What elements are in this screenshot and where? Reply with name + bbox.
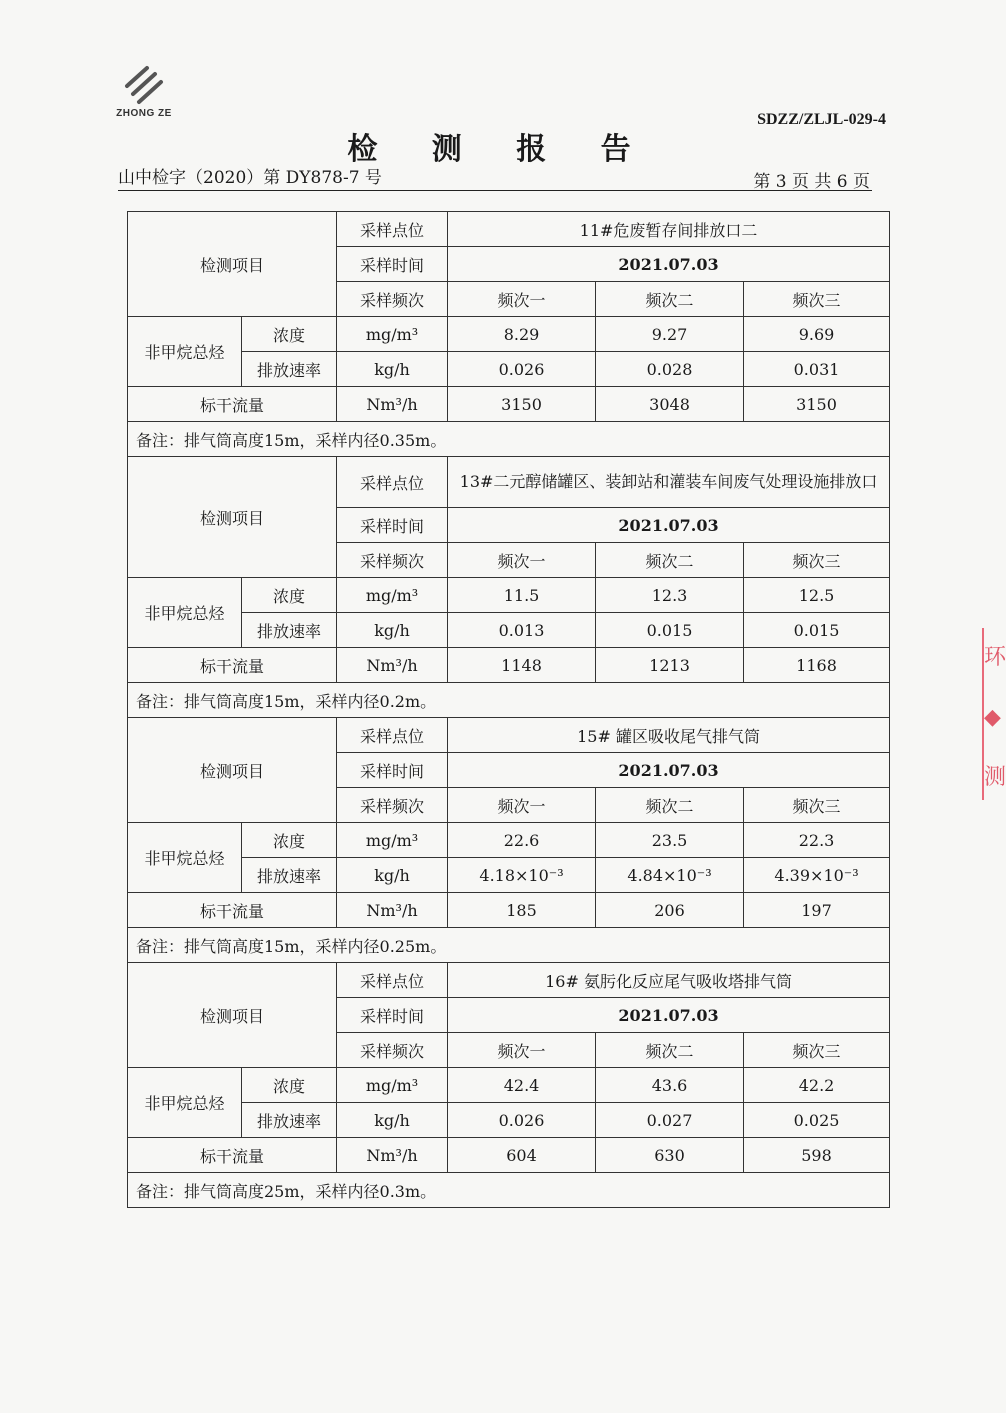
table-row [128,422,890,457]
page-info: 第 3 页 共 6 页 [753,172,870,192]
freq-2-header: 频次二 [596,788,744,823]
table-row [128,613,890,648]
remark-note: 备注：排气筒高度15m，采样内径0.35m。 [128,422,890,457]
flow-value: 1213 [596,648,744,683]
table-row [128,212,890,247]
table-row [128,718,890,753]
concentration-value: 12.5 [744,578,890,613]
concentration-unit: mg/m³ [337,578,448,613]
emission-rate-label: 排放速率 [242,1103,337,1138]
emission-rate-unit: kg/h [337,1103,448,1138]
sampling-point-value: 15# 罐区吸收尾气排气筒 [448,718,890,753]
concentration-unit: mg/m³ [337,317,448,352]
sampling-date-value: 2021.07.03 [448,247,890,282]
concentration-value: 42.4 [448,1068,596,1103]
freq-1-header: 频次一 [448,543,596,578]
zhongze-logo-icon [121,62,167,106]
emission-rate-value: 4.18×10⁻³ [448,858,596,893]
sampling-date-value: 2021.07.03 [448,508,890,543]
sampling-time-label: 采样时间 [337,508,448,543]
table-row [128,1103,890,1138]
flow-value: 197 [744,893,890,928]
freq-2-header: 频次二 [596,1033,744,1068]
logo-text: ZHONG ZE [116,108,172,119]
header-divider [118,190,872,191]
flow-value: 3048 [596,387,744,422]
sampling-point-label: 采样点位 [337,963,448,998]
concentration-value: 12.3 [596,578,744,613]
flow-label: 标干流量 [128,893,337,928]
sampling-time-label: 采样时间 [337,247,448,282]
sampling-freq-label: 采样频次 [337,1033,448,1068]
emission-rate-label: 排放速率 [242,858,337,893]
freq-3-header: 频次三 [744,1033,890,1068]
company-logo [112,62,176,119]
report-number: 山中检字（2020）第 DY878-7 号 [118,168,382,188]
results-table [127,211,890,1208]
sampling-date-value: 2021.07.03 [448,998,890,1033]
concentration-label: 浓度 [242,317,337,352]
flow-unit: Nm³/h [337,893,448,928]
table-row [128,1173,890,1208]
concentration-value: 8.29 [448,317,596,352]
concentration-value: 22.3 [744,823,890,858]
flow-label: 标干流量 [128,387,337,422]
emission-rate-unit: kg/h [337,613,448,648]
emission-rate-value: 0.025 [744,1103,890,1138]
emission-rate-unit: kg/h [337,352,448,387]
emission-rate-value: 0.031 [744,352,890,387]
nmhc-label: 非甲烷总烃 [128,1068,242,1138]
concentration-value: 11.5 [448,578,596,613]
emission-rate-value: 0.015 [596,613,744,648]
concentration-value: 9.27 [596,317,744,352]
remark-note: 备注：排气筒高度15m，采样内径0.25m。 [128,928,890,963]
emission-rate-value: 0.026 [448,352,596,387]
flow-value: 206 [596,893,744,928]
concentration-unit: mg/m³ [337,823,448,858]
emission-rate-value: 0.028 [596,352,744,387]
remark-note: 备注：排气筒高度15m，采样内径0.2m。 [128,683,890,718]
sampling-point-value: 11#危废暂存间排放口二 [448,212,890,247]
freq-3-header: 频次三 [744,543,890,578]
seal-stamp: 环 ◆ 测 [982,628,1000,800]
concentration-value: 23.5 [596,823,744,858]
flow-value: 185 [448,893,596,928]
freq-2-header: 频次二 [596,282,744,317]
emission-rate-value: 0.027 [596,1103,744,1138]
sampling-point-value: 16# 氨肟化反应尾气吸收塔排气筒 [448,963,890,998]
table-row [128,387,890,422]
sampling-point-value: 13#二元醇储罐区、装卸站和灌装车间废气处理设施排放口 [448,457,890,508]
table-row [128,963,890,998]
sampling-freq-label: 采样频次 [337,282,448,317]
sampling-freq-label: 采样频次 [337,788,448,823]
freq-3-header: 频次三 [744,788,890,823]
flow-value: 3150 [448,387,596,422]
emission-rate-value: 4.84×10⁻³ [596,858,744,893]
item-header: 检测项目 [128,718,337,823]
flow-value: 1148 [448,648,596,683]
concentration-unit: mg/m³ [337,1068,448,1103]
flow-label: 标干流量 [128,648,337,683]
sampling-time-label: 采样时间 [337,998,448,1033]
flow-label: 标干流量 [128,1138,337,1173]
table-row [128,457,890,508]
table-row [128,317,890,352]
concentration-value: 43.6 [596,1068,744,1103]
item-header: 检测项目 [128,457,337,578]
flow-unit: Nm³/h [337,387,448,422]
flow-unit: Nm³/h [337,648,448,683]
item-header: 检测项目 [128,963,337,1068]
sampling-date-value: 2021.07.03 [448,753,890,788]
emission-rate-value: 0.013 [448,613,596,648]
flow-value: 3150 [744,387,890,422]
flow-value: 630 [596,1138,744,1173]
emission-rate-value: 0.015 [744,613,890,648]
table-row [128,578,890,613]
table-row [128,893,890,928]
emission-rate-label: 排放速率 [242,352,337,387]
table-row [128,928,890,963]
table-row [128,1138,890,1173]
report-title: 检 测 报 告 [347,132,653,167]
emission-rate-unit: kg/h [337,858,448,893]
freq-1-header: 频次一 [448,282,596,317]
item-header: 检测项目 [128,212,337,317]
emission-rate-value: 4.39×10⁻³ [744,858,890,893]
freq-2-header: 频次二 [596,543,744,578]
nmhc-label: 非甲烷总烃 [128,578,242,648]
concentration-value: 22.6 [448,823,596,858]
freq-1-header: 频次一 [448,1033,596,1068]
table-row [128,1068,890,1103]
nmhc-label: 非甲烷总烃 [128,317,242,387]
sampling-point-label: 采样点位 [337,718,448,753]
table-row [128,648,890,683]
freq-3-header: 频次三 [744,282,890,317]
sampling-time-label: 采样时间 [337,753,448,788]
flow-value: 1168 [744,648,890,683]
flow-unit: Nm³/h [337,1138,448,1173]
table-row [128,858,890,893]
table-row [128,683,890,718]
sampling-point-label: 采样点位 [337,212,448,247]
emission-rate-value: 0.026 [448,1103,596,1138]
concentration-label: 浓度 [242,823,337,858]
sampling-point-label: 采样点位 [337,457,448,508]
freq-1-header: 频次一 [448,788,596,823]
concentration-value: 42.2 [744,1068,890,1103]
sampling-freq-label: 采样频次 [337,543,448,578]
flow-value: 604 [448,1138,596,1173]
emission-rate-label: 排放速率 [242,613,337,648]
table-row [128,352,890,387]
concentration-label: 浓度 [242,1068,337,1103]
flow-value: 598 [744,1138,890,1173]
concentration-value: 9.69 [744,317,890,352]
concentration-label: 浓度 [242,578,337,613]
remark-note: 备注：排气筒高度25m，采样内径0.3m。 [128,1173,890,1208]
form-code: SDZZ/ZLJL-029-4 [757,111,886,128]
nmhc-label: 非甲烷总烃 [128,823,242,893]
table-row [128,823,890,858]
